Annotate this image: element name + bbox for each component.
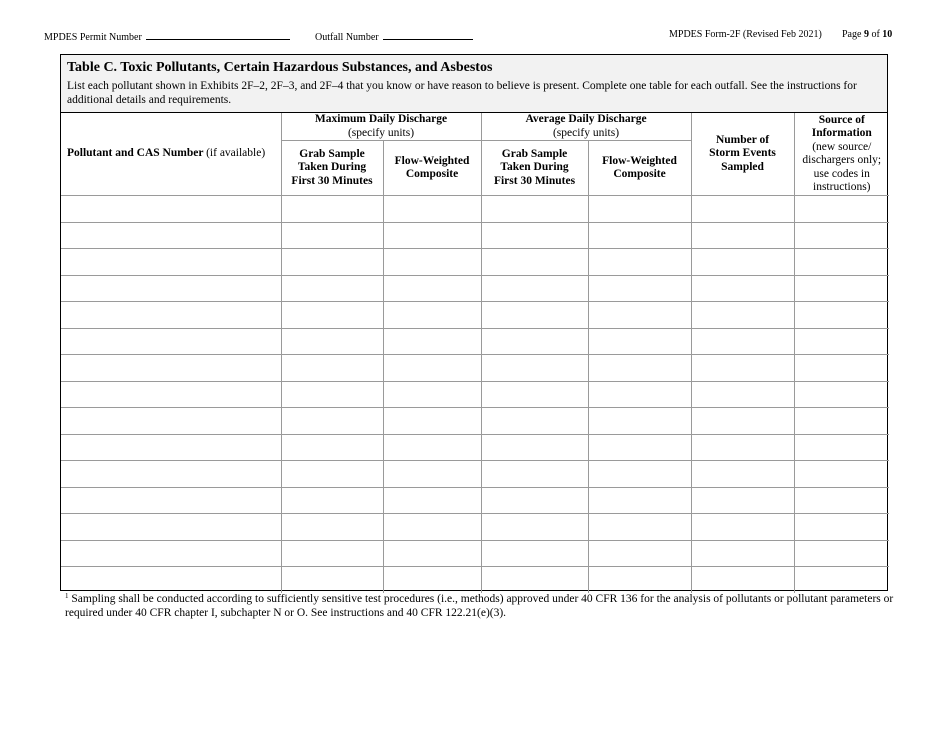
avg-grab-cell[interactable] — [481, 275, 588, 302]
max-flow-cell[interactable] — [383, 222, 481, 249]
page-header — [0, 29, 950, 43]
pollutant-cell[interactable] — [61, 328, 281, 355]
col-header-source — [794, 113, 889, 196]
table-row — [61, 355, 889, 382]
pollutant-cell[interactable] — [61, 434, 281, 461]
avg-grab-cell[interactable] — [481, 196, 588, 223]
col-header-pollutant-note: (if available) — [206, 147, 266, 160]
table-row — [61, 514, 889, 541]
storm-events-cell[interactable] — [691, 434, 794, 461]
source-cell[interactable] — [794, 567, 889, 593]
flow-line-1: Flow-Weighted — [394, 154, 470, 167]
pollutant-table — [61, 113, 889, 593]
max-grab-cell[interactable] — [281, 540, 383, 567]
avg-flow-cell[interactable] — [588, 381, 691, 408]
avg-grab-cell[interactable] — [481, 461, 588, 488]
source-cell[interactable] — [794, 408, 889, 435]
avg-flow-cell[interactable] — [588, 487, 691, 514]
avg-grab-cell[interactable] — [481, 249, 588, 276]
col-group-avg-daily — [481, 113, 691, 141]
max-grab-cell[interactable] — [281, 461, 383, 488]
max-grab-cell[interactable] — [281, 249, 383, 276]
table-row — [61, 567, 889, 593]
table-title: Table C. Toxic Pollutants, Certain Hazardous Substances, and Asbestos — [67, 60, 493, 75]
max-flow-cell[interactable] — [383, 249, 481, 276]
max-grab-cell[interactable] — [281, 328, 383, 355]
max-grab-cell[interactable] — [281, 275, 383, 302]
source-note-1: (new source/ — [812, 140, 872, 153]
flow-line-2: Composite — [613, 168, 666, 180]
pollutant-cell[interactable] — [61, 249, 281, 276]
avg-flow-cell[interactable] — [588, 567, 691, 593]
source-cell[interactable] — [794, 222, 889, 249]
footnote-marker: 1 — [65, 592, 69, 600]
source-note-3: use codes in — [813, 167, 870, 180]
col-group-max-daily-title: Maximum Daily Discharge — [314, 113, 448, 125]
source-line-1: Source of — [818, 113, 865, 126]
storm-events-cell[interactable] — [691, 408, 794, 435]
flow-line-1: Flow-Weighted — [602, 154, 677, 167]
max-grab-cell[interactable] — [281, 514, 383, 541]
table-row — [61, 487, 889, 514]
grab-line-3: First 30 Minutes — [493, 174, 576, 187]
max-flow-cell[interactable] — [383, 461, 481, 488]
col-group-max-daily — [281, 113, 481, 141]
footnote-text: Sampling shall be conducted according to sufficiently sensitive test procedures (i.e., methods) approved under 40 CFR 136 for the analysis of pollutants or pollutant parameters or required under 40 CFR chapter I, subchapter N or O. See instructions and 40 CFR 122.21(e)(3). — [65, 593, 894, 619]
source-cell[interactable] — [794, 302, 889, 329]
avg-grab-cell[interactable] — [481, 328, 588, 355]
avg-grab-cell[interactable] — [481, 355, 588, 382]
pollutant-cell[interactable] — [61, 487, 281, 514]
table-row — [61, 275, 889, 302]
source-note-4: instructions) — [813, 181, 871, 193]
outfall-number-blank[interactable] — [383, 29, 473, 40]
table-instructions: List each pollutant shown in Exhibits 2F–2, 2F–3, and 2F–4 that you know or have reason to believe is present. Complete one table for each outfall. See the instructions for additional details and requirements. — [67, 80, 857, 106]
source-line-2: Information — [811, 127, 872, 139]
table-row — [61, 540, 889, 567]
col-group-avg-daily-units: (specify units) — [552, 126, 620, 139]
outfall-number-label: Outfall Number — [315, 32, 379, 43]
avg-flow-cell[interactable] — [588, 540, 691, 567]
avg-flow-cell[interactable] — [588, 302, 691, 329]
avg-grab-cell[interactable] — [481, 487, 588, 514]
storm-events-cell[interactable] — [691, 196, 794, 223]
source-cell[interactable] — [794, 461, 889, 488]
max-flow-cell[interactable] — [383, 434, 481, 461]
avg-flow-cell[interactable] — [588, 514, 691, 541]
table-row — [61, 249, 889, 276]
source-cell[interactable] — [794, 196, 889, 223]
source-cell[interactable] — [794, 328, 889, 355]
max-flow-cell[interactable] — [383, 487, 481, 514]
avg-flow-cell[interactable] — [588, 328, 691, 355]
col-header-avg-flow — [588, 141, 691, 196]
pollutant-cell[interactable] — [61, 408, 281, 435]
max-flow-cell[interactable] — [383, 408, 481, 435]
table-row — [61, 302, 889, 329]
avg-flow-cell[interactable] — [588, 461, 691, 488]
max-flow-cell[interactable] — [383, 540, 481, 567]
max-grab-cell[interactable] — [281, 196, 383, 223]
max-grab-cell[interactable] — [281, 408, 383, 435]
max-flow-cell[interactable] — [383, 275, 481, 302]
avg-grab-cell[interactable] — [481, 514, 588, 541]
max-grab-cell[interactable] — [281, 222, 383, 249]
table-row — [61, 381, 889, 408]
form-name: MPDES Form-2F (Revised Feb 2021) — [669, 29, 822, 40]
storm-events-cell[interactable] — [691, 275, 794, 302]
col-header-max-grab — [281, 141, 383, 196]
table-row — [61, 328, 889, 355]
max-flow-cell[interactable] — [383, 514, 481, 541]
source-cell[interactable] — [794, 275, 889, 302]
source-cell[interactable] — [794, 249, 889, 276]
max-flow-cell[interactable] — [383, 381, 481, 408]
source-cell[interactable] — [794, 434, 889, 461]
storm-events-cell[interactable] — [691, 222, 794, 249]
table-c-section — [60, 54, 888, 591]
max-flow-cell[interactable] — [383, 567, 481, 593]
pollutant-cell[interactable] — [61, 381, 281, 408]
storm-events-cell[interactable] — [691, 487, 794, 514]
col-header-max-flow — [383, 141, 481, 196]
storm-events-cell[interactable] — [691, 540, 794, 567]
storm-events-cell[interactable] — [691, 249, 794, 276]
flow-line-2: Composite — [405, 168, 459, 180]
avg-grab-cell[interactable] — [481, 222, 588, 249]
storm-events-cell[interactable] — [691, 302, 794, 329]
col-header-storm-events — [691, 113, 794, 196]
source-cell[interactable] — [794, 381, 889, 408]
avg-grab-cell[interactable] — [481, 408, 588, 435]
max-flow-cell[interactable] — [383, 328, 481, 355]
storm-events-cell[interactable] — [691, 328, 794, 355]
page-word: Page — [842, 29, 862, 40]
permit-number-blank[interactable] — [146, 29, 290, 40]
pollutant-cell[interactable] — [61, 355, 281, 382]
storm-events-cell[interactable] — [691, 461, 794, 488]
table-title-block — [61, 55, 887, 113]
avg-flow-cell[interactable] — [588, 196, 691, 223]
avg-grab-cell[interactable] — [481, 567, 588, 593]
avg-flow-cell[interactable] — [588, 222, 691, 249]
storm-events-cell[interactable] — [691, 567, 794, 593]
pollutant-cell[interactable] — [61, 514, 281, 541]
avg-grab-cell[interactable] — [481, 540, 588, 567]
avg-flow-cell[interactable] — [588, 355, 691, 382]
pollutant-cell[interactable] — [61, 540, 281, 567]
pollutant-cell[interactable] — [61, 275, 281, 302]
source-cell[interactable] — [794, 514, 889, 541]
avg-grab-cell[interactable] — [481, 302, 588, 329]
max-flow-cell[interactable] — [383, 302, 481, 329]
source-cell[interactable] — [794, 540, 889, 567]
max-grab-cell[interactable] — [281, 355, 383, 382]
grab-line-3: First 30 Minutes — [291, 174, 373, 187]
page-current: 9 — [863, 29, 869, 40]
max-flow-cell[interactable] — [383, 355, 481, 382]
max-grab-cell[interactable] — [281, 381, 383, 408]
page-indicator — [842, 29, 892, 40]
page-total: 10 — [882, 29, 893, 40]
page-of: of — [871, 29, 880, 40]
source-cell[interactable] — [794, 487, 889, 514]
outfall-number-field[interactable] — [315, 29, 473, 43]
avg-flow-cell[interactable] — [588, 408, 691, 435]
max-grab-cell[interactable] — [281, 487, 383, 514]
storm-events-line-1: Number of — [715, 133, 770, 146]
avg-flow-cell[interactable] — [588, 275, 691, 302]
col-header-pollutant — [61, 113, 281, 196]
table-row — [61, 222, 889, 249]
avg-grab-cell[interactable] — [481, 381, 588, 408]
max-grab-cell[interactable] — [281, 434, 383, 461]
pollutant-cell[interactable] — [61, 302, 281, 329]
storm-events-cell[interactable] — [691, 355, 794, 382]
storm-events-line-3: Sampled — [721, 160, 764, 173]
pollutant-cell[interactable] — [61, 567, 281, 593]
storm-events-cell[interactable] — [691, 381, 794, 408]
col-header-pollutant-bold: Pollutant and CAS Number — [67, 147, 204, 160]
permit-number-field[interactable] — [44, 29, 290, 43]
avg-flow-cell[interactable] — [588, 434, 691, 461]
col-group-max-daily-units: (specify units) — [347, 126, 415, 139]
storm-events-line-2: Storm Events — [709, 147, 776, 160]
table-row — [61, 408, 889, 435]
col-group-avg-daily-title: Average Daily Discharge — [525, 113, 647, 125]
pollutant-cell[interactable] — [61, 196, 281, 223]
table-row — [61, 434, 889, 461]
grab-line-1: Grab Sample — [299, 147, 365, 160]
storm-events-cell[interactable] — [691, 514, 794, 541]
source-note-2: dischargers only; — [802, 154, 882, 166]
max-grab-cell[interactable] — [281, 302, 383, 329]
permit-number-label: MPDES Permit Number — [44, 32, 142, 43]
table-row — [61, 196, 889, 223]
pollutant-cell[interactable] — [61, 461, 281, 488]
max-flow-cell[interactable] — [383, 196, 481, 223]
avg-grab-cell[interactable] — [481, 434, 588, 461]
max-grab-cell[interactable] — [281, 567, 383, 593]
grab-line-2: Taken During — [500, 161, 569, 174]
grab-line-1: Grab Sample — [501, 147, 568, 160]
avg-flow-cell[interactable] — [588, 249, 691, 276]
col-header-avg-grab — [481, 141, 588, 196]
pollutant-table-body — [61, 196, 889, 593]
footnote — [65, 592, 895, 620]
source-cell[interactable] — [794, 355, 889, 382]
table-row — [61, 461, 889, 488]
grab-line-2: Taken During — [297, 161, 367, 174]
pollutant-cell[interactable] — [61, 222, 281, 249]
